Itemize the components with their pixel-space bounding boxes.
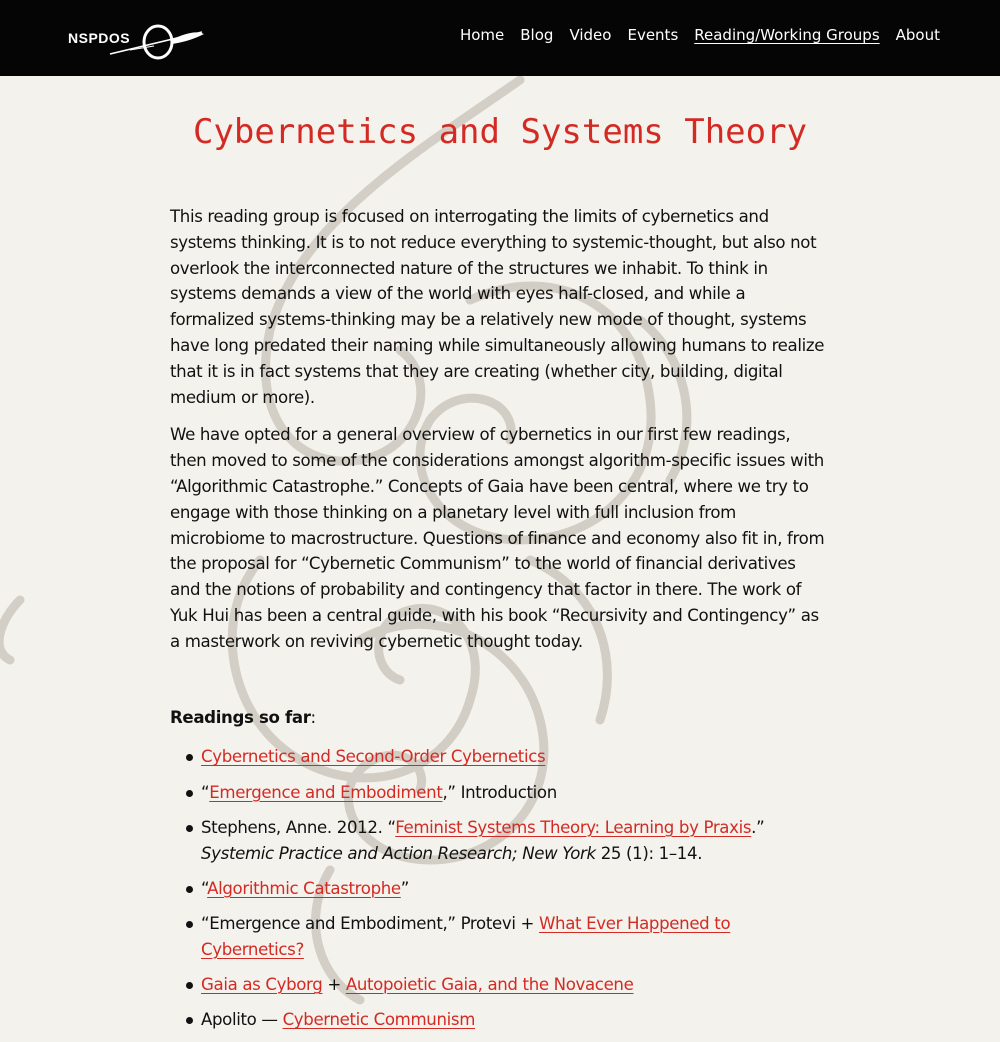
bullet-icon bbox=[186, 790, 193, 797]
bullet-icon bbox=[186, 754, 193, 761]
reading-citation: 25 (1): 1–14. bbox=[595, 843, 703, 863]
reading-link[interactable]: Cybernetic Communism bbox=[282, 1010, 476, 1030]
list-item bbox=[201, 911, 830, 963]
site-header bbox=[0, 0, 1000, 76]
nav-video[interactable]: Video bbox=[569, 26, 612, 44]
reading-link[interactable]: Algorithmic Catastrophe bbox=[207, 878, 401, 898]
logo-orbit-icon bbox=[110, 20, 210, 64]
bullet-icon bbox=[186, 825, 193, 832]
list-item bbox=[201, 1007, 830, 1033]
logo-text: NSPDOS bbox=[68, 30, 131, 46]
reading-prefix: “ bbox=[201, 782, 210, 802]
reading-link[interactable]: Feminist Systems Theory: Learning by Praxis bbox=[395, 817, 752, 837]
reading-link[interactable]: Cybernetics and Second-Order Cybernetics bbox=[201, 747, 546, 767]
nav-home[interactable]: Home bbox=[459, 26, 505, 44]
nav-events[interactable]: Events bbox=[627, 26, 679, 44]
reading-prefix: Stephens, Anne. 2012. “ bbox=[201, 817, 396, 837]
readings-heading bbox=[170, 705, 830, 731]
reading-journal: Systemic Practice and Action Research; New York bbox=[201, 843, 596, 863]
list-item bbox=[201, 972, 830, 998]
nav-blog[interactable]: Blog bbox=[520, 26, 554, 44]
nav-reading-working-groups[interactable]: Reading/Working Groups bbox=[694, 26, 880, 44]
list-item bbox=[201, 744, 830, 770]
reading-suffix: .” bbox=[751, 817, 765, 837]
bullet-icon bbox=[186, 886, 193, 893]
reading-suffix: ,” Introduction bbox=[442, 782, 557, 802]
page-title: Cybernetics and Systems Theory bbox=[192, 112, 808, 152]
reading-prefix: “Emergence and Embodiment,” Protevi + bbox=[201, 913, 539, 933]
reading-link[interactable]: What Ever Happened to Cybernetics? bbox=[201, 913, 731, 959]
list-item bbox=[201, 780, 830, 806]
intro-paragraph: This reading group is focused on interrogating the limits of cybernetics and systems thinking. It is to not reduce everything to systemic-thought, but also not overlook the interconnected nature of the structures we inhabit. To think in systems demands a view of the world with eyes half-closed, and while a formalized systems-thinking may be a relatively new mode of thought, systems have long predated their naming while simultaneously allowing humans to realize that it is in fact systems that they are creating (whether city, building, digital medium or more). bbox=[170, 207, 825, 407]
list-item bbox=[201, 876, 830, 902]
bullet-icon bbox=[186, 921, 193, 928]
reading-suffix: ” bbox=[400, 878, 410, 898]
main-content bbox=[170, 76, 830, 1042]
reading-joiner: + bbox=[322, 974, 346, 994]
list-item bbox=[201, 815, 830, 867]
readings-list bbox=[170, 744, 830, 1033]
reading-link[interactable]: Emergence and Embodiment bbox=[209, 782, 443, 802]
reading-link[interactable]: Autopoietic Gaia, and the Novacene bbox=[345, 974, 634, 994]
overview-paragraph: We have opted for a general overview of cybernetics in our first few readings, then moved to some of the considerations amongst algorithm-specific issues with “Algorithmic Catastrophe.” Concepts of Gaia have been central, where we try to engage with those thinking on a planetary level with full inclusion from microbiome to macrostructure. Questions of finance and economy also fit in, from the proposal for “Cybernetic Communism” to the world of financial derivatives and the notions of probability and contingency that factor in there. The work of Yuk Hui has been a central guide, with his book “Recursivity and Contingency” as a masterwork on reviving cybernetic thought today. bbox=[170, 425, 825, 651]
reading-prefix: Apolito — bbox=[201, 1010, 283, 1030]
site-logo[interactable] bbox=[68, 20, 208, 64]
reading-prefix: “ bbox=[201, 878, 208, 898]
bullet-icon bbox=[186, 982, 193, 989]
readings-heading-label: Readings so far bbox=[170, 707, 311, 727]
reading-link[interactable]: Gaia as Cyborg bbox=[201, 974, 323, 994]
bullet-icon bbox=[186, 1017, 193, 1024]
main-nav bbox=[460, 26, 940, 44]
readings-heading-colon: : bbox=[310, 707, 316, 727]
nav-about[interactable]: About bbox=[895, 26, 940, 44]
